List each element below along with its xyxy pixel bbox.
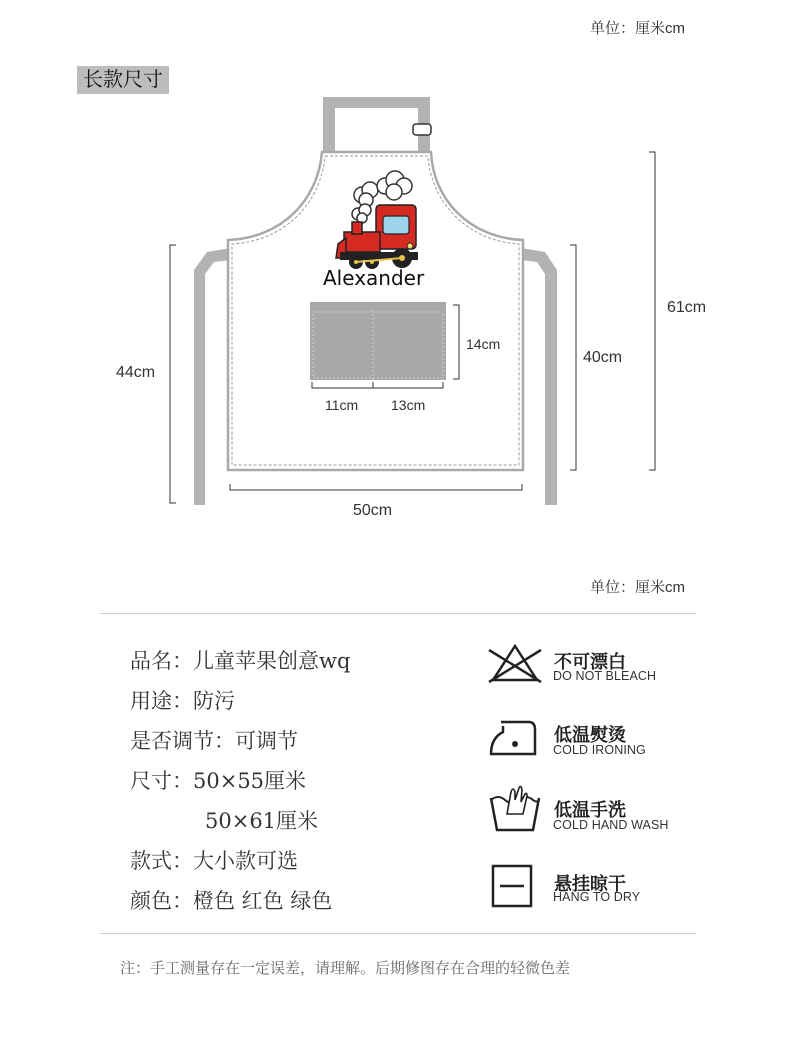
- dim-label-pocket-right-width: 13cm: [391, 397, 426, 413]
- dim-line-right-inner: [570, 245, 576, 470]
- dim-line-width: [230, 484, 522, 490]
- dim-line-left: [170, 245, 176, 503]
- iron-low-icon: [487, 716, 543, 758]
- pocket: [310, 302, 446, 380]
- hang-dry-icon: [490, 863, 536, 909]
- dim-label-width: 50cm: [353, 502, 393, 519]
- care-sublabel-hang-dry: HANG TO DRY: [553, 890, 641, 904]
- section-title: 长款尺寸: [77, 66, 169, 94]
- care-label-hand-wash: 低温手洗: [554, 800, 626, 821]
- spec-use: 用途：防污: [130, 689, 235, 713]
- care-sublabel-hand-wash: COLD HAND WASH: [553, 818, 669, 832]
- divider-bottom: [100, 933, 696, 934]
- spec-size: 尺寸：50×55厘米: [130, 769, 307, 793]
- strap-buckle: [413, 124, 431, 135]
- care-sublabel-iron: COLD IRONING: [553, 743, 646, 757]
- unit-label-bottom: 单位：厘米cm: [590, 579, 685, 596]
- care-sublabel-no-bleach: DO NOT BLEACH: [553, 669, 657, 683]
- divider-top: [100, 613, 696, 614]
- spec-name: 品名：儿童苹果创意wq: [130, 649, 351, 673]
- care-label-no-bleach: 不可漂白: [554, 652, 626, 673]
- dim-label-right-outer-height: 61cm: [667, 299, 707, 316]
- right-tie: [521, 248, 557, 505]
- no-bleach-icon: [485, 642, 545, 686]
- hand-wash-icon: [487, 780, 543, 836]
- dim-line-right-outer: [649, 152, 655, 470]
- left-tie: [194, 248, 231, 505]
- spec-size-alt: 50×61厘米: [205, 809, 319, 833]
- dim-label-pocket-height: 14cm: [466, 336, 501, 352]
- unit-label-top: 单位：厘米cm: [590, 20, 685, 37]
- spec-colors: 颜色：橙色 红色 绿色: [130, 889, 333, 913]
- apron-name-print: Alexander: [323, 266, 425, 290]
- care-label-iron: 低温熨烫: [554, 725, 626, 746]
- dim-label-pocket-left-width: 11cm: [325, 397, 359, 413]
- footnote: 注：手工测量存在一定误差，请理解。后期修图存在合理的轻微色差: [120, 959, 571, 977]
- dim-label-right-inner-height: 40cm: [583, 349, 623, 366]
- dim-label-left-height: 44cm: [116, 364, 156, 381]
- spec-adjustable: 是否调节：可调节: [130, 729, 298, 753]
- care-label-hang-dry: 悬挂晾干: [554, 874, 626, 895]
- spec-style: 款式：大小款可选: [130, 849, 298, 873]
